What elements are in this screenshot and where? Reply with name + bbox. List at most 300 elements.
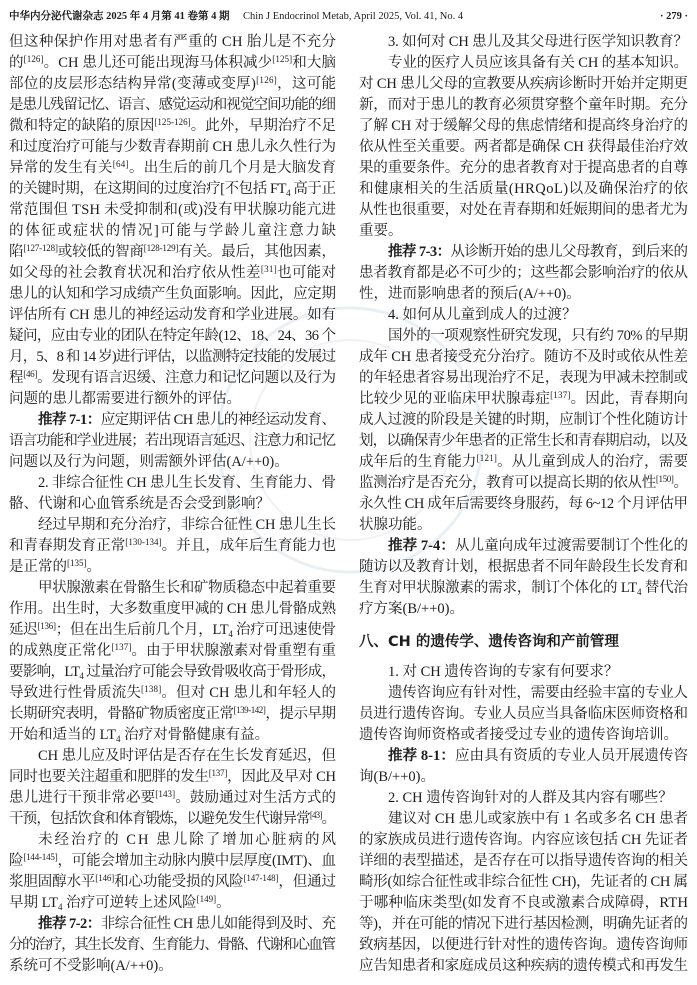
text-line xyxy=(9,557,336,578)
citation-superscript: [126] xyxy=(256,75,278,85)
text-run: 性，进而影响患者的预后(A/++0)。 xyxy=(359,286,581,302)
text-line xyxy=(359,632,688,653)
text-run: 致病基因，以便进行针对性的遗传咨询。遗传咨询师 xyxy=(359,937,688,953)
text-run: 遗传咨询师资格或者接受过专业的遗传咨询培训。 xyxy=(359,727,678,743)
text-run: 成人过渡的阶段是关键的时期，应制订个性化随访计 xyxy=(359,412,688,428)
text-line xyxy=(9,389,336,410)
line-content xyxy=(359,494,688,515)
text-run: 新，而对于患儿的教育必须贯穿整个童年时期。充分 xyxy=(359,97,688,113)
line-content xyxy=(9,221,338,242)
line-content xyxy=(359,578,688,599)
line-content xyxy=(9,389,241,410)
line-content xyxy=(359,179,688,200)
text-line xyxy=(359,284,688,305)
text-run: 系统可不受影响(A/++0)。 xyxy=(9,958,173,974)
text-run: 等)，并在可能的情况下进行基因检测，明确先证者的 xyxy=(359,916,688,932)
text-line xyxy=(359,809,688,830)
paragraph xyxy=(9,830,339,914)
text-line xyxy=(9,578,336,599)
line-content xyxy=(388,242,687,263)
line-content xyxy=(359,158,688,179)
text-run: 。 xyxy=(216,895,231,911)
text-run: 。 xyxy=(673,475,688,491)
text-line xyxy=(9,599,336,620)
text-line xyxy=(9,809,336,830)
line-content xyxy=(9,872,336,893)
citation-superscript: [128-129] xyxy=(143,243,179,253)
paragraph-continued xyxy=(9,32,336,410)
citation-superscript: [46] xyxy=(23,369,38,379)
text-run: 未经治疗的 CH 患儿除了增加心脏病的风 xyxy=(38,832,339,848)
text-line xyxy=(9,830,339,851)
line-content xyxy=(9,536,336,557)
text-run: 和青春期发育正常 xyxy=(9,538,126,554)
line-content xyxy=(9,95,335,116)
text-run: 的 xyxy=(9,55,24,71)
right-column xyxy=(359,32,688,977)
text-run: 同时也要关注超重和肥胖的发生 xyxy=(9,769,209,785)
question-heading xyxy=(359,32,688,53)
line-content xyxy=(9,284,336,305)
text-run: 早期 LT xyxy=(9,895,59,911)
text-line xyxy=(359,389,688,410)
citation-superscript: [138] xyxy=(141,684,162,694)
recommendation xyxy=(9,914,336,977)
subscript: 4 xyxy=(286,188,291,198)
text-line xyxy=(9,935,336,956)
text-run: 延迟 xyxy=(9,622,38,638)
text-line xyxy=(359,494,688,515)
text-run: 分的治疗，其生长发育、生育能力、骨骼、代谢和心血管 xyxy=(9,937,335,953)
text-line xyxy=(359,599,688,620)
text-line xyxy=(359,893,688,914)
paragraph xyxy=(9,746,336,830)
line-content xyxy=(359,368,688,389)
text-run: 险 xyxy=(9,853,24,869)
text-line xyxy=(359,683,688,704)
citation-superscript: [137] xyxy=(550,390,571,400)
question-heading xyxy=(359,662,688,683)
text-line xyxy=(359,557,688,578)
paragraph xyxy=(359,53,688,242)
line-content xyxy=(359,893,688,914)
text-run: ，因此及早对 CH xyxy=(227,769,336,785)
line-content xyxy=(388,305,577,326)
text-run: 但这种保护作用对患者有严重的 CH 胎儿是不充分 xyxy=(9,34,337,50)
paragraph xyxy=(9,578,336,746)
text-line xyxy=(9,872,336,893)
journal-title-cn: 中华内分泌代谢杂志 2025 年 4 月第 41 卷第 4 期 xyxy=(9,11,230,22)
text-run: 开始和适当的 LT xyxy=(9,727,117,743)
text-run: 。 xyxy=(86,559,101,575)
text-run: 部位的皮层形态结构异常(变薄或变厚) xyxy=(9,76,257,92)
text-run: 微和特定的缺陷的原因 xyxy=(9,118,155,134)
text-line xyxy=(9,536,336,557)
text-run: 监测治疗是否充分，教育可以提高长期的依从性 xyxy=(359,475,656,491)
citation-superscript: [146] xyxy=(95,873,115,883)
text-run: 的家族成员进行遗传咨询。内容应该包括 CH 先证者 xyxy=(359,832,688,848)
line-content xyxy=(359,851,688,872)
text-run: 替代治 xyxy=(641,580,688,596)
text-line xyxy=(9,704,336,725)
question-heading xyxy=(359,788,688,809)
text-run: 。出生后的前几个月是大脑发育 xyxy=(128,160,337,176)
line-content xyxy=(9,809,335,830)
line-content xyxy=(9,851,336,872)
citation-superscript: [130-134] xyxy=(125,537,162,547)
text-run: 作用。出生时，大多数重度甲减的 CH 患儿骨骼成熟 xyxy=(9,601,336,617)
line-content xyxy=(9,662,335,683)
text-run: 是患儿残留记忆、语言、感觉运动和视觉空间功能的细 xyxy=(9,97,336,113)
text-run: 的体征或症状的情况]可能与学龄儿童注意力缺 xyxy=(9,223,338,239)
recommendation-label: 推荐 7-3： xyxy=(388,244,451,260)
text-run: 对 CH 患儿父母的宣教要从疾病诊断时开始并定期更 xyxy=(359,76,688,92)
line-content xyxy=(359,410,688,431)
line-content xyxy=(9,893,231,914)
line-content xyxy=(388,536,688,557)
text-run: ，提示早期 xyxy=(265,706,336,722)
line-content xyxy=(9,326,335,347)
line-content xyxy=(388,809,688,830)
line-content xyxy=(9,200,336,221)
text-run: 和心功能受损的风险 xyxy=(114,874,244,890)
line-content xyxy=(359,557,688,578)
text-run: 问题的患儿都需要进行额外的评估。 xyxy=(9,391,241,407)
text-line xyxy=(359,263,688,284)
text-run: 的关键时期，在这期间的过度治疗[不包括 FT xyxy=(9,181,287,197)
text-run: 于哪种临床类型(如发育不良或激素合成障碍，RTH xyxy=(359,895,689,911)
line-content xyxy=(38,746,336,767)
text-run: ；但在出生后前几个月，LT xyxy=(55,622,229,638)
text-line xyxy=(359,242,688,263)
text-line xyxy=(359,305,688,326)
paragraph xyxy=(359,683,688,746)
text-line xyxy=(9,851,336,872)
citation-superscript: [143] xyxy=(155,789,176,799)
recommendation-label: 推荐 7-4： xyxy=(388,538,455,554)
question-heading xyxy=(359,305,688,326)
text-run: 常范围但 TSH 未受抑制和(或)没有甲状腺功能亢进 xyxy=(9,202,337,218)
text-run: 。因此，青春期向 xyxy=(570,391,689,407)
line-content xyxy=(359,347,688,368)
line-content xyxy=(359,935,688,956)
text-run: 遗传咨询应有针对性，需要由经验丰富的专业人 xyxy=(388,685,688,701)
text-line xyxy=(359,221,688,242)
recommendation xyxy=(9,410,336,473)
text-line xyxy=(359,158,688,179)
text-line xyxy=(359,368,688,389)
text-run: 的年轻患者容易出现治疗不足，表现为甲减未控制或 xyxy=(359,370,688,386)
text-line xyxy=(9,305,336,326)
line-content xyxy=(9,704,336,725)
text-line xyxy=(359,410,688,431)
subscript: 4 xyxy=(58,902,63,912)
question-heading xyxy=(9,473,336,515)
text-run: 。 xyxy=(321,811,336,827)
line-content xyxy=(359,515,432,536)
text-line xyxy=(359,452,688,473)
line-content xyxy=(9,557,101,578)
text-line xyxy=(9,368,336,389)
line-content xyxy=(388,683,688,704)
text-run: 或较低的智商 xyxy=(57,244,144,260)
citation-superscript: [127-128] xyxy=(23,243,58,253)
text-run: 甲状腺激素在骨骼生长和矿物质稳态中起着重要 xyxy=(38,580,336,596)
recommendation xyxy=(359,746,688,788)
line-content xyxy=(9,599,336,620)
line-content xyxy=(9,494,270,515)
citation-superscript: [125-126] xyxy=(154,117,191,127)
line-content xyxy=(388,662,618,683)
paragraph xyxy=(359,326,688,536)
text-run: 国外的一项观察性研究发现，只有约 70% 的早期 xyxy=(388,328,688,344)
text-run: 有关。最后，其他因素， xyxy=(178,244,336,260)
line-content xyxy=(9,116,336,137)
citation-superscript: [135] xyxy=(67,558,87,568)
text-line xyxy=(9,788,336,809)
line-content xyxy=(359,284,581,305)
text-run: 也可能对 xyxy=(277,265,337,281)
line-content xyxy=(38,578,336,599)
line-content xyxy=(359,599,464,620)
text-run: 重要。 xyxy=(359,223,403,239)
line-content xyxy=(38,914,335,935)
text-run: 导致进行性骨质流失 xyxy=(9,685,142,701)
citation-superscript: [43] xyxy=(309,810,322,820)
text-run: 是正常的 xyxy=(9,559,67,575)
line-content xyxy=(388,53,688,74)
text-run: 果的重要条件。充分的患者教育对于提高患者的自尊 xyxy=(359,160,688,176)
text-line xyxy=(359,788,688,809)
text-line xyxy=(9,263,336,284)
line-content xyxy=(359,473,688,494)
text-run: CH 患儿应及时评估是否存在生长发育延迟，但 xyxy=(38,748,336,764)
line-content xyxy=(38,410,335,431)
line-content xyxy=(38,473,336,494)
citation-superscript: [137] xyxy=(111,642,132,652)
line-content xyxy=(359,431,687,452)
line-content xyxy=(359,221,403,242)
text-line xyxy=(359,872,688,893)
text-line xyxy=(359,53,688,74)
subscript: 4 xyxy=(79,671,84,681)
text-run: 应告知患者和家庭成员这种疾病的遗传模式和再发生 xyxy=(359,958,688,974)
text-run: 4. 如何从儿童到成人的过渡？ xyxy=(388,307,577,323)
text-line xyxy=(359,725,688,746)
line-content xyxy=(388,326,688,347)
text-line xyxy=(9,32,336,53)
text-run: 建议对 CH 患儿或家族中有 1 名或多名 CH 患者 xyxy=(388,811,688,827)
text-run: 疗方案(B/++0)。 xyxy=(359,601,464,617)
text-line xyxy=(9,956,336,977)
text-line xyxy=(9,515,336,536)
text-run: 过量治疗可能会导致骨吸收高于骨形成， xyxy=(83,664,336,680)
line-content xyxy=(359,95,688,116)
text-run: ，这可能 xyxy=(277,76,337,92)
text-line xyxy=(9,200,336,221)
text-run: 治疗可逆转上述风险 xyxy=(62,895,197,911)
text-run: 月，5、8 和 14 岁)进行评估，以监测特定技能的发展过 xyxy=(9,349,336,365)
line-content xyxy=(9,179,336,200)
text-line xyxy=(359,32,688,53)
line-content xyxy=(388,32,688,53)
text-run: 从性也很重要，对处在青春期和妊娠期间的患者尤为 xyxy=(359,202,688,218)
text-line xyxy=(9,53,336,74)
text-run: 问题以及行为问题，则需额外评估(A/++0)。 xyxy=(9,454,289,470)
line-content xyxy=(359,116,688,137)
text-run: 划，以确保青少年患者的正常生长和青春期启动，以及 xyxy=(359,433,688,449)
line-content xyxy=(359,767,435,788)
paragraph xyxy=(9,515,336,578)
text-run: 患儿进行干预非常必要 xyxy=(9,790,156,806)
text-run: 和大脑 xyxy=(292,55,337,71)
text-line xyxy=(359,956,688,977)
text-line xyxy=(359,578,688,599)
text-run: 员进行遗传咨询。专业人员应当具备临床医师资格和 xyxy=(359,706,688,722)
section-heading xyxy=(359,632,688,653)
citation-superscript: [139-142] xyxy=(233,705,266,715)
text-line xyxy=(9,641,336,662)
line-content xyxy=(9,158,336,179)
text-line xyxy=(359,851,688,872)
line-content xyxy=(359,200,688,221)
text-run: 治疗可迅速使骨 xyxy=(232,622,336,638)
line-content xyxy=(359,389,688,410)
text-line xyxy=(359,830,688,851)
line-content xyxy=(359,872,688,893)
text-run: 。并且，成年后生育能力也 xyxy=(161,538,337,554)
text-line xyxy=(359,326,688,347)
text-run: 和过度治疗可能与少数青春期前 CH 患儿永久性行为 xyxy=(9,139,336,155)
citation-superscript: [147-148] xyxy=(243,873,279,883)
text-run: 浆胆固醇水平 xyxy=(9,874,96,890)
line-content xyxy=(9,32,336,53)
text-run: 。但对 CH 患儿和年轻人的 xyxy=(161,685,337,701)
text-run: 异常的发生有关 xyxy=(9,160,113,176)
text-run: 经过早期和充分治疗，非综合征性 CH 患儿生长 xyxy=(38,517,336,533)
text-run: 。鼓励通过对生活方式的 xyxy=(175,790,337,806)
text-line xyxy=(359,179,688,200)
recommendation xyxy=(359,242,688,305)
text-run: 永久性 CH 成年后需要终身服药，每 6~12 个月评估甲 xyxy=(359,496,688,512)
text-run: 干预，包括饮食和体育锻炼，以避免发生代谢异常 xyxy=(9,811,310,827)
text-line xyxy=(9,494,336,515)
page-number: · 279 · xyxy=(659,11,688,22)
text-run: 骼、代谢和心血管系统是否会受到影响？ xyxy=(9,496,270,512)
text-run: 1. 对 CH 遗传咨询的专家有何要求？ xyxy=(388,664,619,680)
text-run: 了解 CH 对于缓解父母的焦虑情绪和提高终身治疗的 xyxy=(359,118,688,134)
text-run: 。从儿童到成人的治疗，需要 xyxy=(497,454,689,470)
citation-superscript: [149] xyxy=(196,894,217,904)
text-line xyxy=(9,431,336,452)
line-content xyxy=(359,632,619,653)
subscript: 4 xyxy=(228,629,233,639)
text-line xyxy=(9,347,336,368)
text-line xyxy=(359,515,688,536)
line-content xyxy=(9,137,336,158)
text-line xyxy=(359,137,688,158)
text-line xyxy=(359,431,688,452)
citation-superscript: [150] xyxy=(655,474,674,484)
line-content xyxy=(9,620,336,641)
text-run: 。此外，早期治疗不足 xyxy=(190,118,337,134)
text-line xyxy=(359,200,688,221)
line-content xyxy=(9,767,336,788)
text-line xyxy=(9,95,336,116)
line-content xyxy=(359,725,678,746)
text-run: 陷 xyxy=(9,244,24,260)
text-line xyxy=(9,767,336,788)
text-line xyxy=(9,746,336,767)
line-content xyxy=(9,452,289,473)
text-run: 应定期评估 CH 患儿的神经运动发育、 xyxy=(100,412,336,428)
text-line xyxy=(9,137,336,158)
text-line xyxy=(9,284,336,305)
line-content xyxy=(359,263,688,284)
line-content xyxy=(9,788,336,809)
text-run: 从儿童向成年过渡需要制订个性化的 xyxy=(454,538,689,554)
recommendation-label: 推荐 8-1： xyxy=(388,748,455,764)
paragraph xyxy=(359,809,688,977)
line-content xyxy=(9,368,336,389)
subscript: 4 xyxy=(636,587,642,597)
text-line xyxy=(9,158,336,179)
text-run: 询(B/++0)。 xyxy=(359,769,435,785)
line-content xyxy=(9,347,335,368)
citation-superscript: [31] xyxy=(260,264,278,274)
text-line xyxy=(9,74,336,95)
citation-superscript: [64] xyxy=(112,159,129,169)
line-content xyxy=(359,956,688,977)
line-content xyxy=(359,914,688,935)
citation-superscript: [121] xyxy=(476,453,498,463)
line-content xyxy=(9,263,336,284)
text-line xyxy=(359,74,688,95)
left-column xyxy=(9,32,339,977)
citation-superscript: [144-145] xyxy=(23,852,58,862)
text-run: 语言功能和学业进展；若出现语言延迟、注意力和记忆 xyxy=(9,433,336,449)
text-run: 3. 如何对 CH 患儿及其父母进行医学知识教育？ xyxy=(388,34,688,50)
text-run: 要影响，LT xyxy=(9,664,80,680)
text-line xyxy=(359,935,688,956)
line-content xyxy=(9,431,335,452)
recommendation-label: 推荐 7-2： xyxy=(38,916,101,932)
line-content xyxy=(359,74,688,95)
text-run: 非综合征性 CH 患儿如能得到及时、充 xyxy=(100,916,336,932)
text-line xyxy=(359,704,688,725)
line-content xyxy=(9,956,173,977)
text-run: 依从性至关重要。两者都是确保 CH 获得最佳治疗效 xyxy=(359,139,688,155)
text-run: 患者教育都是必不可少的；这些都会影响治疗的依从 xyxy=(359,265,688,281)
line-content xyxy=(9,305,336,326)
text-line xyxy=(359,473,688,494)
text-line xyxy=(9,221,336,242)
text-run: 程 xyxy=(9,370,24,386)
journal-citation-en: Chin J Endocrinol Metab, April 2025, Vol. 41, No. 4 xyxy=(243,11,464,22)
text-run: 生育对甲状腺激素的需求，制订个体化的 LT xyxy=(359,580,637,596)
text-line xyxy=(9,725,336,746)
line-content xyxy=(359,830,688,851)
text-line xyxy=(9,683,336,704)
citation-superscript: [136] xyxy=(37,621,56,631)
citation-superscript: [137] xyxy=(208,768,228,778)
text-run: 。发现有语言迟缓、注意力和记忆问题以及行为 xyxy=(37,370,336,386)
text-run: 状腺功能。 xyxy=(359,517,432,533)
line-content xyxy=(9,683,336,704)
text-run: 评估所有 CH 患儿的神经运动发育和学业进展。如有 xyxy=(9,307,336,323)
text-run: ，但通过 xyxy=(278,874,336,890)
text-line xyxy=(9,620,336,641)
